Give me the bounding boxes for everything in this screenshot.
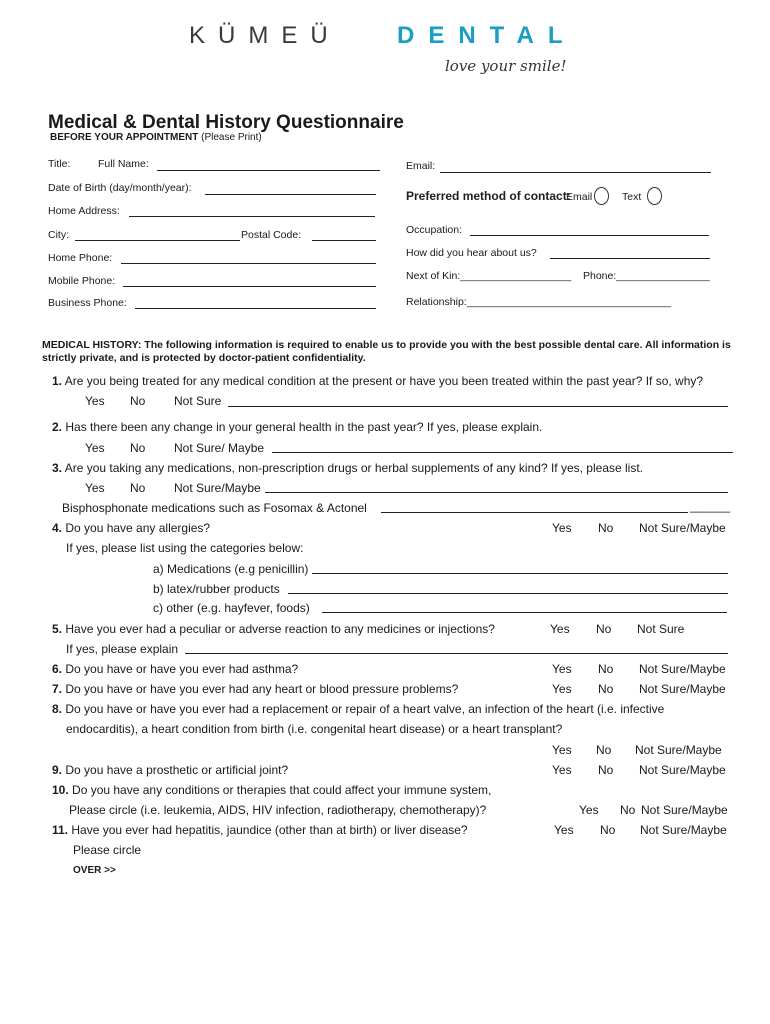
contact-method-label: Preferred method of contact:: [406, 189, 571, 203]
q7-yes[interactable]: Yes: [552, 682, 572, 696]
home-address-field[interactable]: [129, 216, 375, 217]
bisphosphonate-trail: ______: [690, 499, 731, 513]
q3-yes[interactable]: Yes: [85, 481, 105, 495]
brand-tagline: love your smile!: [445, 57, 567, 75]
q3-no[interactable]: No: [130, 481, 146, 495]
full-name-label: Full Name:: [98, 158, 149, 170]
occupation-label: Occupation:: [406, 224, 463, 236]
question-5-text: Have you ever had a peculiar or adverse reaction to any medicines or injections?: [62, 622, 495, 636]
home-phone-field[interactable]: [121, 263, 376, 264]
q11-followup: Please circle: [73, 843, 142, 857]
city-label: City:: [48, 229, 69, 241]
q4-no[interactable]: No: [598, 521, 614, 535]
relationship-label[interactable]: Relationship:___________________________________: [406, 296, 672, 308]
q4c-label: c) other (e.g. hayfever, foods): [153, 601, 310, 615]
page-subtitle: [50, 132, 262, 143]
q6-no[interactable]: No: [598, 662, 614, 676]
question-11-text: Have you ever had hepatitis, jaundice (other than at birth) or liver disease?: [68, 823, 468, 837]
next-of-kin-label[interactable]: Next of Kin:___________________: [406, 270, 572, 282]
q1-not-sure[interactable]: Not Sure: [174, 394, 222, 408]
question-2-text: Has there been any change in your general health in the past year? If yes, please explain.: [62, 420, 543, 434]
q1-answer-field[interactable]: [228, 406, 728, 407]
question-2-number: 2.: [52, 420, 63, 434]
q1-yes[interactable]: Yes: [85, 394, 105, 408]
q3-answer-field[interactable]: [265, 492, 728, 493]
q5-not-sure[interactable]: Not Sure: [637, 622, 685, 636]
question-1: [52, 374, 703, 388]
subtitle-rest: (Please Print): [198, 132, 262, 143]
q9-no[interactable]: No: [598, 763, 614, 777]
dob-field[interactable]: [205, 194, 376, 195]
question-5-number: 5.: [52, 622, 63, 636]
q2-no[interactable]: No: [130, 441, 146, 455]
contact-text-circle[interactable]: [647, 187, 662, 205]
question-6: [52, 662, 298, 676]
question-8-text: Do you have or have you ever had a replacement or repair of a heart valve, an infection of the heart (i.e. infective: [62, 702, 665, 716]
postal-code-label: Postal Code:: [241, 229, 302, 241]
home-address-label: Home Address:: [48, 205, 120, 217]
q4a-label: a) Medications (e.g penicillin): [153, 562, 309, 576]
hear-about-field[interactable]: [550, 258, 710, 259]
question-3-number: 3.: [52, 461, 63, 475]
q4b-field[interactable]: [288, 593, 728, 594]
brand-name-kumeu: KÜMEÜ: [189, 22, 341, 49]
question-9-number: 9.: [52, 763, 63, 777]
contact-email-circle[interactable]: [594, 187, 609, 205]
q1-no[interactable]: No: [130, 394, 146, 408]
full-name-field[interactable]: [157, 170, 380, 171]
q8-yes[interactable]: Yes: [552, 743, 572, 757]
question-10-text: Do you have any conditions or therapies that could affect your immune system,: [68, 783, 492, 797]
q10-not-sure[interactable]: Not Sure/Maybe: [641, 803, 728, 817]
question-11: [52, 823, 468, 837]
question-5: [52, 622, 495, 636]
bisphosphonate-label: Bisphosphonate medications such as Fosomax & Actonel: [62, 501, 367, 515]
question-6-text: Do you have or have you ever had asthma?: [62, 662, 299, 676]
q6-yes[interactable]: Yes: [552, 662, 572, 676]
occupation-field[interactable]: [470, 235, 709, 236]
question-7: [52, 682, 458, 696]
question-4-number: 4.: [52, 521, 63, 535]
q10-yes[interactable]: Yes: [579, 803, 599, 817]
mobile-phone-label: Mobile Phone:: [48, 275, 116, 287]
q11-yes[interactable]: Yes: [554, 823, 574, 837]
question-8: [52, 702, 664, 716]
q3-not-sure[interactable]: Not Sure/Maybe: [174, 481, 261, 495]
brand-name-dental: DENTAL: [397, 22, 577, 49]
business-phone-label: Business Phone:: [48, 297, 127, 309]
q9-not-sure[interactable]: Not Sure/Maybe: [639, 763, 726, 777]
title-label: Title:: [48, 158, 71, 170]
question-4: [52, 521, 210, 535]
home-phone-label: Home Phone:: [48, 252, 113, 264]
question-10-text-2: Please circle (i.e. leukemia, AIDS, HIV infection, radiotherapy, chemotherapy)?: [69, 803, 487, 817]
q4-not-sure[interactable]: Not Sure/Maybe: [639, 521, 726, 535]
kin-phone-label[interactable]: Phone:________________: [583, 270, 710, 282]
q10-no[interactable]: No: [620, 803, 636, 817]
q6-not-sure[interactable]: Not Sure/Maybe: [639, 662, 726, 676]
business-phone-field[interactable]: [135, 308, 376, 309]
question-4-text: Do you have any allergies?: [62, 521, 211, 535]
question-7-text: Do you have or have you ever had any heart or blood pressure problems?: [62, 682, 459, 696]
bisphosphonate-field[interactable]: [381, 512, 688, 513]
hear-about-label: How did you hear about us?: [406, 247, 537, 259]
q5-followup: If yes, please explain: [66, 642, 179, 656]
question-9-text: Do you have a prosthetic or artificial joint?: [62, 763, 289, 777]
q5-no[interactable]: No: [596, 622, 612, 636]
question-2: [52, 420, 542, 434]
page-title: Medical & Dental History Questionnaire: [48, 112, 404, 133]
q11-not-sure[interactable]: Not Sure/Maybe: [640, 823, 727, 837]
contact-email-label: Email: [566, 191, 593, 203]
question-8-text-2: endocarditis), a heart condition from birth (i.e. congenital heart disease) or a heart transplant?: [66, 722, 563, 736]
question-7-number: 7.: [52, 682, 63, 696]
question-1-number: 1.: [52, 374, 63, 388]
q7-no[interactable]: No: [598, 682, 614, 696]
medical-history-note: MEDICAL HISTORY: The following information is required to enable us to provide you with the best possible dental care. All information is strictly private, and is protected by doctor-patient confidentiality.: [42, 339, 731, 364]
q2-answer-field[interactable]: [272, 452, 733, 453]
q5-yes[interactable]: Yes: [550, 622, 570, 636]
q7-not-sure[interactable]: Not Sure/Maybe: [639, 682, 726, 696]
q4c-field[interactable]: [322, 612, 727, 613]
city-field[interactable]: [75, 240, 240, 241]
contact-text-label: Text: [622, 191, 642, 203]
q8-not-sure[interactable]: Not Sure/Maybe: [635, 743, 722, 757]
question-9: [52, 763, 288, 777]
q9-yes[interactable]: Yes: [552, 763, 572, 777]
postal-code-field[interactable]: [312, 240, 376, 241]
q5-answer-field[interactable]: [185, 653, 728, 654]
q11-no[interactable]: No: [600, 823, 616, 837]
q4b-label: b) latex/rubber products: [153, 582, 280, 596]
q4a-field[interactable]: [312, 573, 728, 574]
q4-yes[interactable]: Yes: [552, 521, 572, 535]
question-1-text: Are you being treated for any medical condition at the present or have you been treated within the past year? If so, why?: [62, 374, 704, 388]
q8-no[interactable]: No: [596, 743, 612, 757]
mobile-phone-field[interactable]: [123, 286, 376, 287]
question-3-text: Are you taking any medications, non-prescription drugs or herbal supplements of any kind? If yes, please list.: [62, 461, 643, 475]
q2-not-sure[interactable]: Not Sure/ Maybe: [174, 441, 265, 455]
question-11-number: 11.: [52, 823, 69, 837]
question-8-number: 8.: [52, 702, 63, 716]
dob-label: Date of Birth (day/month/year):: [48, 182, 192, 194]
subtitle-bold: BEFORE YOUR APPOINTMENT: [50, 132, 199, 143]
q2-yes[interactable]: Yes: [85, 441, 105, 455]
question-10-number: 10.: [52, 783, 69, 797]
question-10: [52, 783, 491, 797]
question-3: [52, 461, 643, 475]
email-field[interactable]: [440, 172, 711, 173]
over-indicator: OVER >>: [73, 865, 116, 876]
question-6-number: 6.: [52, 662, 63, 676]
email-label: Email:: [406, 160, 436, 172]
q4-followup: If yes, please list using the categories below:: [66, 541, 304, 555]
